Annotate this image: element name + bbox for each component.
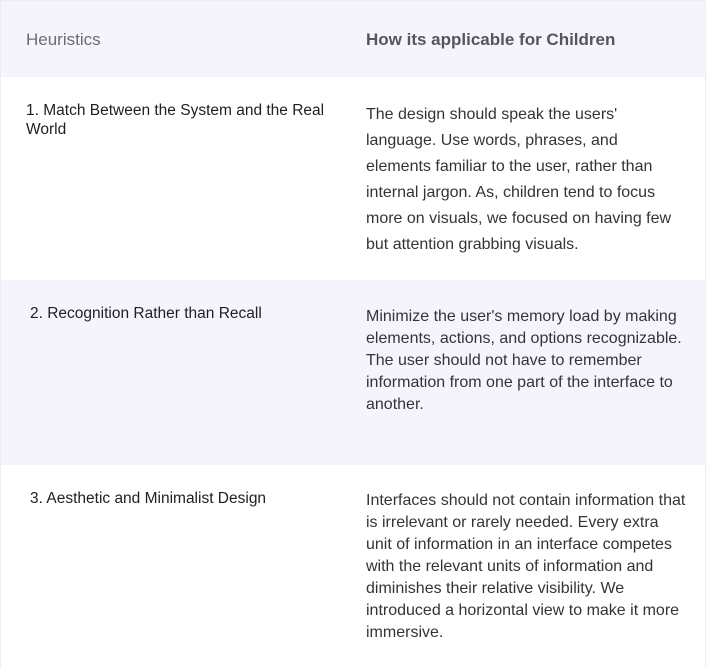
heuristic-name: 3. Aesthetic and Minimalist Design (30, 490, 267, 507)
heuristic-name: 1. Match Between the System and the Real World (26, 102, 325, 138)
table-header-row (1, 1, 705, 77)
table-row (1, 77, 705, 280)
table-row (1, 280, 705, 465)
header-applicability: How its applicable for Children (366, 30, 616, 49)
heuristic-description: Interfaces should not contain information that is irrelevant or rarely needed. Every extra unit of information in an interface competes with the relevant units of information and diminishes their relative visibility. We introduced a horizontal view to make it more immersive. (366, 492, 686, 641)
table-row (1, 465, 705, 667)
heuristic-name: 2. Recognition Rather than Recall (30, 305, 262, 322)
heuristic-description: The design should speak the users' language. Use words, phrases, and elements familiar to the user, rather than internal jargon. As, children tend to focus more on visuals, we focused on having few but attention grabbing visuals. (366, 106, 672, 253)
header-heuristics: Heuristics (26, 30, 101, 49)
heuristic-description: Minimize the user's memory load by making elements, actions, and options recognizable. The user should not have to remember information from one part of the interface to another. (366, 308, 682, 413)
